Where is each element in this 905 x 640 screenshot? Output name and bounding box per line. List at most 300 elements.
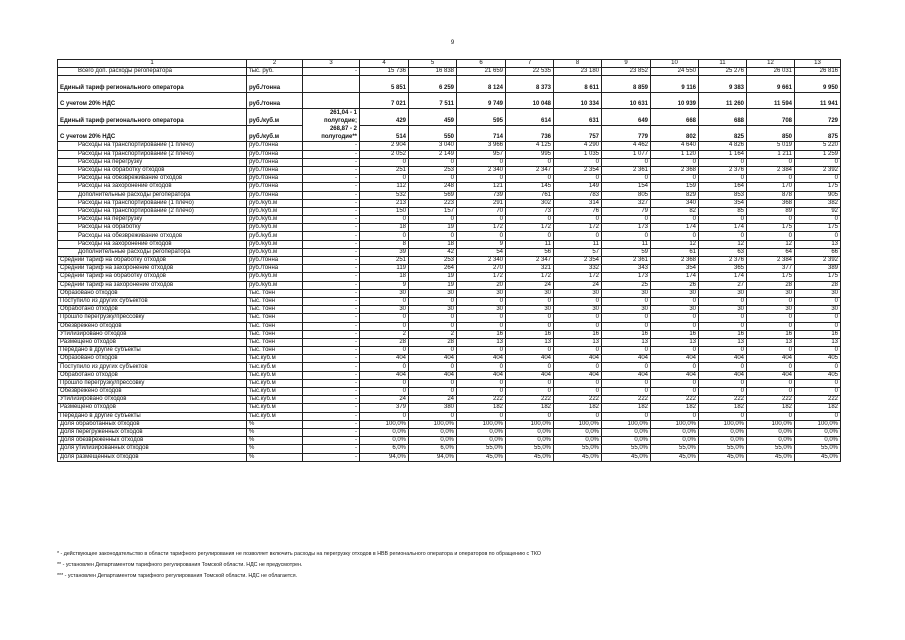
row-col3: -	[303, 289, 360, 297]
row-value: 16	[699, 330, 747, 338]
row-value: 550	[409, 125, 457, 142]
row-unit: тыс.куб.м	[247, 388, 303, 396]
row-unit: руб./тонна	[247, 158, 303, 166]
row-value: 30	[651, 306, 699, 314]
row-value: 2 376	[699, 166, 747, 174]
row-col3: -	[303, 355, 360, 363]
row-value: 100,0%	[506, 420, 554, 428]
table-row	[58, 240, 841, 248]
row-value: 16	[651, 330, 699, 338]
row-value: 365	[699, 265, 747, 273]
row-value: 222	[747, 396, 795, 404]
row-value: 100,0%	[360, 420, 409, 428]
row-value: 0	[360, 175, 409, 183]
row-value: 0	[360, 314, 409, 322]
row-value: 0,0%	[795, 437, 841, 445]
table-row	[58, 281, 841, 289]
footnote-2: ** - установлен Департаментом тарифного регулирования Томской области. НДС не предусмотрен.	[57, 562, 303, 568]
row-value: 30	[699, 289, 747, 297]
row-value: 175	[747, 224, 795, 232]
row-value: 28	[409, 338, 457, 346]
footnote-1: * - действующее законодательство в области тарифного регулирования не позволяет включить расходы на перегрузку отходов в НВВ регионального оператора и операторов по обращению с ТКО	[57, 551, 542, 557]
row-value: 45,0%	[795, 453, 841, 461]
row-value: 0	[457, 232, 506, 240]
row-value: 0,0%	[747, 437, 795, 445]
row-value: 0	[795, 175, 841, 183]
row-value: 314	[554, 199, 602, 207]
row-value: 73	[506, 207, 554, 215]
row-value: 175	[795, 273, 841, 281]
row-value: 0	[457, 363, 506, 371]
table-row	[58, 257, 841, 265]
table-row	[58, 68, 841, 76]
row-value: 172	[506, 273, 554, 281]
row-unit: тыс.куб.м	[247, 404, 303, 412]
row-value: 6,0%	[409, 445, 457, 453]
row-value: 173	[602, 273, 651, 281]
row-value: 13	[795, 240, 841, 248]
row-value: 24	[506, 281, 554, 289]
row-col3: -	[303, 404, 360, 412]
row-col3: -	[303, 453, 360, 461]
row-value: 404	[457, 371, 506, 379]
row-col3: -	[303, 379, 360, 387]
row-value: 2 052	[360, 150, 409, 158]
row-value: 3 040	[409, 142, 457, 150]
row-value: 2 354	[554, 257, 602, 265]
header-cell: 11	[699, 60, 747, 68]
row-value: 0	[747, 158, 795, 166]
row-value: 0,0%	[506, 428, 554, 436]
page-number: 9	[450, 40, 455, 46]
row-value: 0	[699, 322, 747, 330]
row-value: 30	[651, 289, 699, 297]
row-value: 0	[409, 232, 457, 240]
row-label: Доля перегруженных отходов	[58, 428, 247, 436]
row-value: 291	[457, 199, 506, 207]
row-value: 24 550	[651, 68, 699, 76]
row-value: 2 149	[409, 150, 457, 158]
row-label: С учетом 20% НДС	[58, 92, 247, 109]
row-value: 0	[554, 175, 602, 183]
header-cell: 1	[58, 60, 247, 68]
row-value: 222	[602, 396, 651, 404]
row-value: 0	[360, 347, 409, 355]
row-value: 0	[554, 322, 602, 330]
row-value: 55,0%	[699, 445, 747, 453]
row-value: 404	[554, 355, 602, 363]
row-unit: тыс.куб.м	[247, 396, 303, 404]
row-value: 404	[747, 355, 795, 363]
row-value: 182	[554, 404, 602, 412]
row-value: 404	[602, 355, 651, 363]
row-value: 0	[747, 216, 795, 224]
row-value: 0	[360, 412, 409, 420]
row-value: 327	[602, 199, 651, 207]
row-value: 30	[506, 289, 554, 297]
table-row	[58, 125, 841, 142]
row-value: 688	[699, 109, 747, 126]
row-value: 13	[602, 338, 651, 346]
disposal-tariff-note	[303, 109, 360, 142]
row-label: Размещено отходов	[58, 338, 247, 346]
row-value: 0	[651, 314, 699, 322]
row-value: 0	[409, 388, 457, 396]
row-value: 213	[360, 199, 409, 207]
row-value: 11 594	[747, 92, 795, 109]
row-value: 9	[457, 240, 506, 248]
table-row	[58, 363, 841, 371]
row-label: Обработано отходов	[58, 371, 247, 379]
row-unit: тыс. тонн	[247, 314, 303, 322]
row-value: 100,0%	[457, 420, 506, 428]
tariff-table	[57, 59, 841, 462]
row-unit: руб./куб.м	[247, 224, 303, 232]
row-value: 0,0%	[457, 437, 506, 445]
row-label: Размещено отходов	[58, 404, 247, 412]
row-value: 28	[795, 281, 841, 289]
row-value: 16	[602, 330, 651, 338]
row-value: 11	[554, 240, 602, 248]
row-unit: руб./куб.м	[247, 207, 303, 215]
row-col3: -	[303, 257, 360, 265]
row-value: 0	[602, 158, 651, 166]
table-row	[58, 338, 841, 346]
row-value: 55,0%	[506, 445, 554, 453]
row-col3: -	[303, 445, 360, 453]
row-value: 0	[651, 363, 699, 371]
row-value: 121	[457, 183, 506, 191]
row-value: 9 116	[651, 76, 699, 93]
row-col3: -	[303, 224, 360, 232]
row-value: 0	[602, 388, 651, 396]
row-value: 0	[747, 347, 795, 355]
row-col3: -	[303, 68, 360, 76]
row-col3: -	[303, 412, 360, 420]
row-value: 0	[360, 232, 409, 240]
row-label: Доля утилизированных отходов	[58, 445, 247, 453]
row-unit: %	[247, 445, 303, 453]
row-value: 54	[457, 248, 506, 256]
row-value: 100,0%	[699, 420, 747, 428]
row-value: 20	[457, 281, 506, 289]
row-col3: -	[303, 232, 360, 240]
row-value: 45,0%	[699, 453, 747, 461]
row-label: Обезврежено отходов	[58, 322, 247, 330]
row-value: 100,0%	[747, 420, 795, 428]
row-value: 55,0%	[651, 445, 699, 453]
row-label: Единый тариф регионального оператора	[58, 109, 247, 126]
header-cell: 5	[409, 60, 457, 68]
row-label: Утилизировано отходов	[58, 396, 247, 404]
row-value: 30	[506, 306, 554, 314]
row-value: 404	[457, 355, 506, 363]
row-value: 159	[651, 183, 699, 191]
row-value: 0	[360, 297, 409, 305]
row-value: 0	[699, 297, 747, 305]
row-value: 4 826	[699, 142, 747, 150]
table-row	[58, 248, 841, 256]
row-value: 0	[602, 175, 651, 183]
row-value: 0	[457, 379, 506, 387]
row-unit: руб./тонна	[247, 166, 303, 174]
row-value: 174	[651, 224, 699, 232]
row-col3: -	[303, 428, 360, 436]
row-value: 2 904	[360, 142, 409, 150]
row-value: 1 120	[651, 150, 699, 158]
row-value: 302	[506, 199, 554, 207]
row-value: 0	[602, 347, 651, 355]
row-value: 16	[747, 330, 795, 338]
row-value: 11 260	[699, 92, 747, 109]
row-value: 172	[457, 273, 506, 281]
row-value: 19	[409, 224, 457, 232]
row-value: 0	[409, 175, 457, 183]
row-value: 389	[795, 265, 841, 273]
row-value: 13	[795, 338, 841, 346]
row-value: 0	[506, 322, 554, 330]
row-value: 100,0%	[651, 420, 699, 428]
row-value: 739	[457, 191, 506, 199]
row-value: 0	[506, 232, 554, 240]
row-value: 532	[360, 191, 409, 199]
row-unit: руб./куб.м	[247, 199, 303, 207]
row-value: 875	[795, 125, 841, 142]
table-row	[58, 306, 841, 314]
row-value: 42	[409, 248, 457, 256]
row-value: 614	[506, 109, 554, 126]
row-value: 11 941	[795, 92, 841, 109]
row-value: 145	[506, 183, 554, 191]
row-unit: руб./куб.м	[247, 232, 303, 240]
row-value: 0	[651, 379, 699, 387]
row-label: Поступило из других субъектов	[58, 297, 247, 305]
row-value: 2	[360, 330, 409, 338]
row-value: 404	[554, 371, 602, 379]
row-value: 0	[747, 314, 795, 322]
row-label: Передано в другие субъекты	[58, 347, 247, 355]
row-value: 0	[699, 314, 747, 322]
row-value: 0	[506, 379, 554, 387]
row-value: 12	[699, 240, 747, 248]
row-value: 404	[699, 371, 747, 379]
row-value: 0	[747, 412, 795, 420]
row-value: 0	[795, 314, 841, 322]
row-value: 222	[506, 396, 554, 404]
row-value: 23 852	[602, 68, 651, 76]
row-value: 404	[409, 355, 457, 363]
row-value: 0	[554, 379, 602, 387]
row-label: Дополнительные расходы регоператора	[58, 248, 247, 256]
row-value: 1 211	[747, 150, 795, 158]
row-value: 0	[795, 297, 841, 305]
row-value: 825	[699, 125, 747, 142]
table-row	[58, 158, 841, 166]
row-value: 404	[602, 371, 651, 379]
row-value: 0	[506, 158, 554, 166]
row-value: 2 347	[506, 166, 554, 174]
row-unit: руб./куб.м	[247, 281, 303, 289]
row-value: 24	[360, 396, 409, 404]
row-col3: -	[303, 281, 360, 289]
row-value: 22 535	[506, 68, 554, 76]
row-label: Образовано отходов	[58, 289, 247, 297]
row-value: 76	[554, 207, 602, 215]
row-value: 8	[360, 240, 409, 248]
row-value: 0	[360, 322, 409, 330]
row-value: 173	[602, 224, 651, 232]
row-value: 25	[602, 281, 651, 289]
row-value: 2 384	[747, 257, 795, 265]
row-unit: тыс. тонн	[247, 297, 303, 305]
row-unit: тыс. руб.	[247, 68, 303, 76]
row-value: 957	[457, 150, 506, 158]
row-label: Расходы на перегрузку	[58, 216, 247, 224]
row-value: 0	[747, 363, 795, 371]
row-unit: тыс. тонн	[247, 322, 303, 330]
row-value: 0	[409, 363, 457, 371]
row-value: 0	[651, 297, 699, 305]
table-row	[58, 379, 841, 387]
table-row	[58, 191, 841, 199]
row-unit: руб./куб.м	[247, 125, 303, 142]
row-value: 30	[699, 306, 747, 314]
row-value: 779	[602, 125, 651, 142]
row-col3: -	[303, 166, 360, 174]
row-value: 222	[457, 396, 506, 404]
table-row	[58, 289, 841, 297]
row-value: 222	[795, 396, 841, 404]
row-label: Всего доп. расходы регоператора	[58, 68, 247, 76]
row-value: 0	[602, 412, 651, 420]
row-value: 382	[795, 199, 841, 207]
row-value: 57	[554, 248, 602, 256]
row-value: 368	[747, 199, 795, 207]
row-value: 0	[651, 347, 699, 355]
row-value: 404	[747, 371, 795, 379]
row-value: 6 259	[409, 76, 457, 93]
row-col3: -	[303, 183, 360, 191]
row-value: 0	[457, 158, 506, 166]
row-value: 1 259	[795, 150, 841, 158]
row-unit: руб./тонна	[247, 92, 303, 109]
row-value: 100,0%	[795, 420, 841, 428]
row-unit: тыс. тонн	[247, 306, 303, 314]
row-value: 30	[795, 306, 841, 314]
row-label: Расходы на транспортирование (2 плечо)	[58, 150, 247, 158]
row-col3: -	[303, 191, 360, 199]
row-col3: -	[303, 207, 360, 215]
row-value: 0	[699, 347, 747, 355]
row-unit: руб./тонна	[247, 265, 303, 273]
table-row	[58, 150, 841, 158]
row-value: 0	[602, 322, 651, 330]
header-cell: 8	[554, 60, 602, 68]
row-value: 27	[699, 281, 747, 289]
row-value: 7 511	[409, 92, 457, 109]
row-unit: руб./тонна	[247, 150, 303, 158]
row-value: 0,0%	[409, 428, 457, 436]
row-value: 321	[506, 265, 554, 273]
row-value: 25 276	[699, 68, 747, 76]
table-row	[58, 297, 841, 305]
row-value: 0	[699, 388, 747, 396]
row-value: 182	[795, 404, 841, 412]
row-value: 59	[602, 248, 651, 256]
row-value: 9 661	[747, 76, 795, 93]
row-value: 377	[747, 265, 795, 273]
row-value: 0	[747, 175, 795, 183]
row-value: 631	[554, 109, 602, 126]
header-cell: 6	[457, 60, 506, 68]
row-value: 174	[651, 273, 699, 281]
row-value: 13	[651, 338, 699, 346]
row-value: 595	[457, 109, 506, 126]
row-value: 64	[747, 248, 795, 256]
row-col3: -	[303, 142, 360, 150]
row-value: 182	[457, 404, 506, 412]
row-value: 0	[457, 412, 506, 420]
row-value: 0,0%	[651, 428, 699, 436]
row-label: Расходы на обработку отходов	[58, 166, 247, 174]
row-value: 0,0%	[457, 428, 506, 436]
row-value: 30	[554, 306, 602, 314]
row-value: 0	[795, 379, 841, 387]
row-value: 0	[409, 412, 457, 420]
row-col3: -	[303, 273, 360, 281]
row-value: 0	[360, 158, 409, 166]
note-line-1: 261,04 - 1 полугодие;	[323, 110, 357, 125]
row-value: 12	[747, 240, 795, 248]
row-value: 18	[360, 273, 409, 281]
row-value: 9 950	[795, 76, 841, 93]
row-unit: тыс.куб.м	[247, 379, 303, 387]
row-unit: руб./тонна	[247, 191, 303, 199]
row-col3: -	[303, 338, 360, 346]
row-value: 30	[747, 306, 795, 314]
row-value: 878	[747, 191, 795, 199]
row-value: 150	[360, 207, 409, 215]
row-value: 21 659	[457, 68, 506, 76]
row-value: 5 220	[795, 142, 841, 150]
row-value: 0	[457, 175, 506, 183]
row-value: 0	[409, 347, 457, 355]
row-value: 0	[795, 347, 841, 355]
row-col3: -	[303, 248, 360, 256]
row-value: 223	[409, 199, 457, 207]
table-row	[58, 142, 841, 150]
row-value: 0	[506, 216, 554, 224]
row-value: 30	[747, 289, 795, 297]
row-col3: -	[303, 175, 360, 183]
row-value: 0	[409, 297, 457, 305]
row-value: 404	[360, 355, 409, 363]
row-value: 92	[795, 207, 841, 215]
row-value: 404	[651, 371, 699, 379]
table-row	[58, 265, 841, 273]
row-value: 82	[651, 207, 699, 215]
row-value: 30	[409, 289, 457, 297]
row-value: 0	[651, 158, 699, 166]
row-label: Единый тариф регионального оператора	[58, 76, 247, 93]
row-value: 19	[409, 281, 457, 289]
row-value: 404	[409, 371, 457, 379]
row-value: 182	[747, 404, 795, 412]
row-value: 2 361	[602, 166, 651, 174]
row-value: 12	[651, 240, 699, 248]
table-row	[58, 330, 841, 338]
row-label: Доля размещенных отходов	[58, 453, 247, 461]
